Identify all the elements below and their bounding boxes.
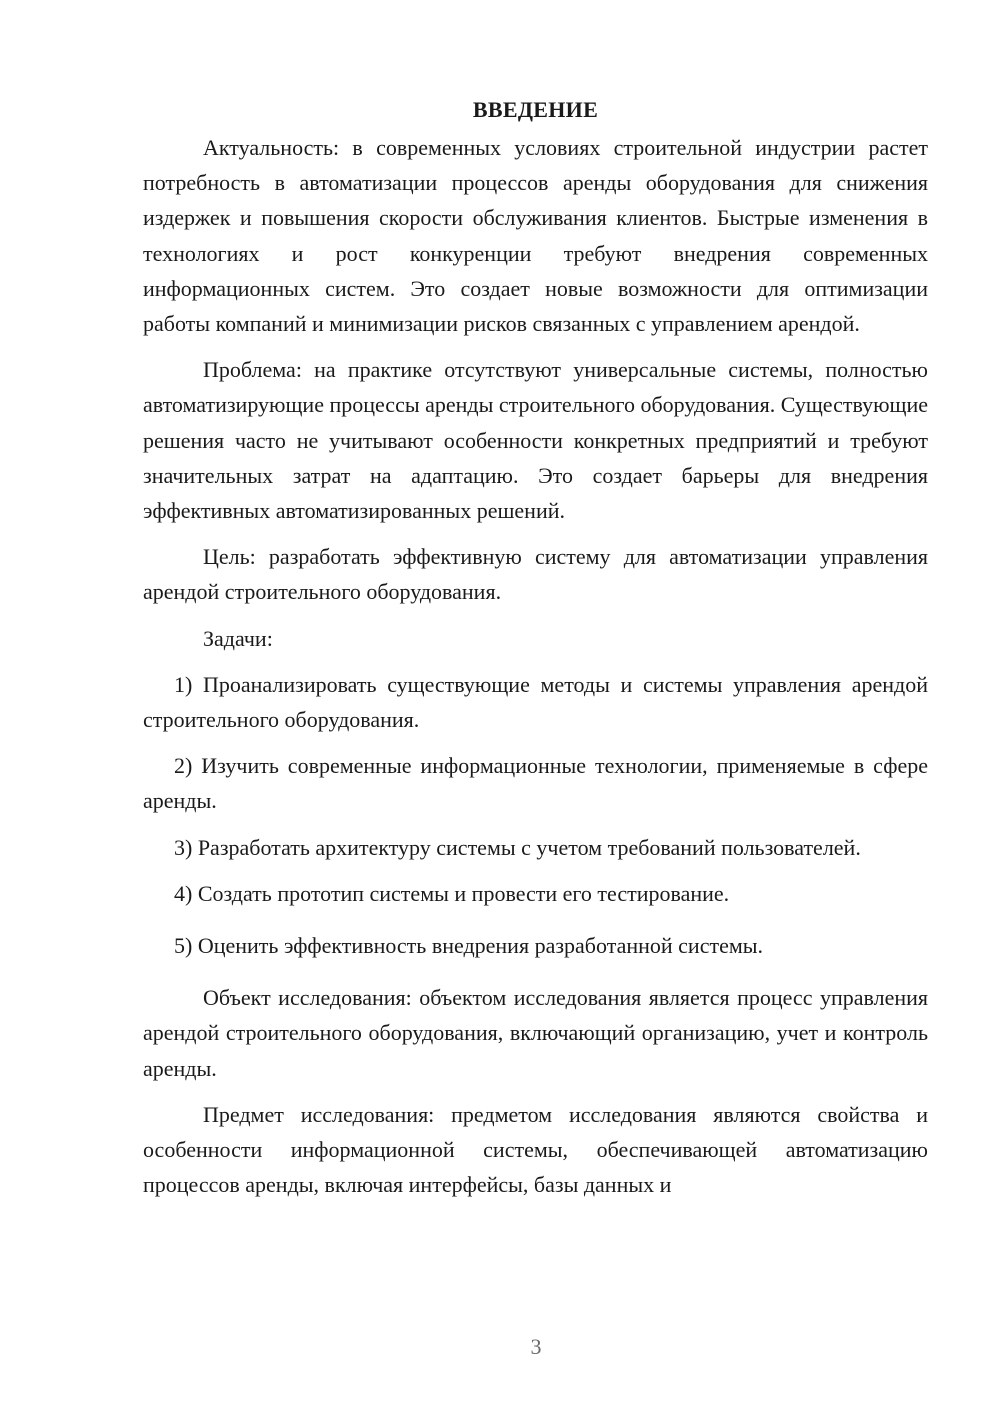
task-item-3: 3) Разработать архитектуру системы с учетом требований пользователей. [174,834,861,860]
task-item-1: 1) Проанализировать существующие методы и системы управления арендой строительного оборудования. [143,671,928,733]
task-item-2: 2) Изучить современные информационные технологии, применяемые в сфере аренды. [143,753,928,814]
paragraph-problem: Проблема: на практике отсутствуют универсальные системы, полностью автоматизирующие процессы аренды строительного оборудования. Существующие решения часто не учитывают особенности конкретных предприятий и требуют значительных затрат на адаптацию. Это создает барьеры для внедрения эффективных автоматизированных решений. [143,357,929,524]
page-body [143,95,928,1213]
section-title: ВВЕДЕНИЕ [472,97,599,122]
tasks-heading: Задачи: [203,625,273,651]
task-item-5: 5) Оценить эффективность внедрения разработанной системы. [174,933,764,959]
paragraph-subject: Предмет исследования: предметом исследования являются свойства и особенности информационной системы, обеспечивающей автоматизацию процессов аренды, включая интерфейсы, базы данных и [143,1101,928,1198]
page-number: 3 [530,1334,542,1359]
paragraph-relevance: Актуальность: в современных условиях строительной индустрии растет потребность в автоматизации процессов аренды оборудования для снижения издержек и повышения скорости обслуживания клиентов. Быстрые изменения в технологиях и рост конкуренции требуют внедрения современных информационных систем. Это создает новые возможности для оптимизации работы компаний и минимизации рисков связанных с управлением арендой. [143,135,928,337]
paragraph-object: Объект исследования: объектом исследования является процесс управления арендой строительного оборудования, включающий организацию, учет и контроль аренды. [143,985,928,1081]
task-item-4: 4) Создать прототип системы и провести его тестирование. [174,880,730,906]
paragraph-goal: Цель: разработать эффективную систему для автоматизации управления арендой строительного оборудования. [143,544,928,605]
